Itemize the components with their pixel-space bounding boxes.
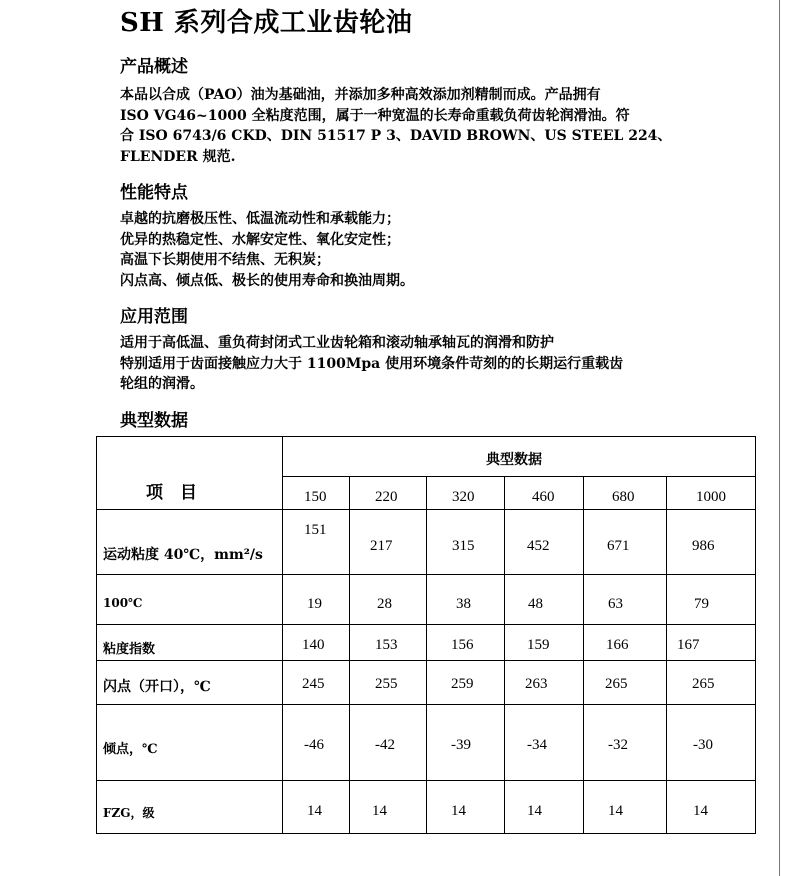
- data-cell: 153: [375, 637, 398, 653]
- data-cell: 48: [528, 596, 543, 612]
- grade-header: 680: [612, 489, 635, 505]
- table-line: [282, 476, 756, 477]
- heading-typical-data: 典型数据: [120, 411, 188, 431]
- feature-item: 优异的热稳定性、水解安定性、氧化安定性；: [120, 231, 400, 248]
- row-label: 粘度指数: [103, 642, 156, 657]
- data-cell: 14: [527, 803, 542, 819]
- table-line: [282, 436, 283, 834]
- feature-item: 高温下长期使用不结焦、无积炭；: [120, 252, 330, 268]
- data-cell: -46: [304, 737, 324, 753]
- table-line: [504, 476, 505, 834]
- data-cell: 151: [304, 522, 327, 538]
- data-cell: -39: [451, 737, 471, 753]
- data-cell: 315: [452, 538, 475, 554]
- data-cell: 263: [525, 676, 548, 692]
- data-cell: 14: [307, 803, 322, 819]
- table-line: [666, 476, 667, 834]
- feature-item: 闪点高、倾点低、极长的使用寿命和换油周期。: [120, 272, 414, 289]
- application-line: 轮组的润滑。: [120, 376, 204, 392]
- data-cell: 159: [527, 637, 550, 653]
- data-cell: 156: [451, 637, 474, 653]
- table-line: [349, 476, 350, 834]
- row-label: 闪点（开口），℃: [103, 679, 211, 695]
- data-cell: -34: [527, 737, 547, 753]
- feature-item: 卓越的抗磨极压性、低温流动性和承载能力；: [120, 211, 400, 227]
- data-cell: 14: [451, 803, 466, 819]
- overview-line: 本品以合成（PAO）油为基础油，并添加多种高效添加剂精制而成。产品拥有: [120, 87, 601, 103]
- data-cell: 14: [372, 803, 387, 819]
- data-cell: 167: [677, 637, 700, 653]
- overview-line: ISO VG46~1000 全粘度范围，属于一种宽温的长寿命重载负荷齿轮润滑油。符: [120, 107, 630, 124]
- data-cell: 259: [451, 676, 474, 692]
- data-cell: 166: [606, 637, 629, 653]
- data-cell: 245: [302, 676, 325, 692]
- row-label: 运动粘度 40℃，mm²/s: [103, 547, 263, 563]
- data-cell: 38: [456, 596, 471, 612]
- data-cell: 63: [608, 596, 623, 612]
- heading-application: 应用范围: [120, 307, 188, 327]
- overview-line: 合 ISO 6743/6 CKD、DIN 51517 P 3、DAVID BROWN、US STEEL 224、: [120, 128, 672, 144]
- data-cell: 19: [307, 596, 322, 612]
- data-cell: 671: [607, 538, 630, 554]
- data-cell: 217: [370, 538, 393, 554]
- grade-header: 1000: [696, 489, 726, 505]
- grade-header: 150: [304, 489, 327, 505]
- data-cell: 14: [608, 803, 623, 819]
- typical-data-header: 典型数据: [486, 452, 542, 468]
- table-line: [583, 476, 584, 834]
- data-cell: 265: [692, 676, 715, 692]
- overview-paragraph: [120, 85, 680, 167]
- page-edge-line: [779, 0, 780, 876]
- data-cell: 255: [375, 676, 398, 692]
- grade-header: 220: [375, 489, 398, 505]
- heading-features: 性能特点: [120, 183, 188, 203]
- application-paragraph: [120, 333, 680, 395]
- data-cell: -32: [608, 737, 628, 753]
- row-label: FZG，级: [103, 806, 155, 820]
- table-border-top: [96, 436, 756, 437]
- data-cell: -42: [375, 737, 395, 753]
- document-title: SH 系列合成工业齿轮油: [120, 8, 413, 38]
- grade-header: 460: [532, 489, 555, 505]
- heading-overview: 产品概述: [120, 57, 188, 77]
- data-cell: 986: [692, 538, 715, 554]
- features-list: [120, 209, 680, 291]
- application-line: 特别适用于齿面接触应力大于 1100Mpa 使用环境条件苛刻的的长期运行重载齿: [120, 355, 624, 372]
- data-cell: 452: [527, 538, 550, 554]
- data-cell: 140: [302, 637, 325, 653]
- application-line: 适用于高低温、重负荷封闭式工业齿轮箱和滚动轴承轴瓦的润滑和防护: [120, 335, 554, 351]
- data-cell: 28: [377, 596, 392, 612]
- data-cell: 79: [694, 596, 709, 612]
- table-border-right: [755, 436, 756, 834]
- data-cell: 265: [605, 676, 628, 692]
- item-header: 项 目: [146, 483, 197, 503]
- table-border-left: [96, 436, 97, 834]
- data-cell: 14: [693, 803, 708, 819]
- grade-header: 320: [452, 489, 475, 505]
- row-label: 100℃: [103, 596, 143, 610]
- data-cell: -30: [693, 737, 713, 753]
- overview-line: FLENDER 规范.: [120, 148, 236, 165]
- typical-data-table: [96, 436, 756, 834]
- table-line: [426, 476, 427, 834]
- row-label: 倾点，℃: [103, 742, 158, 757]
